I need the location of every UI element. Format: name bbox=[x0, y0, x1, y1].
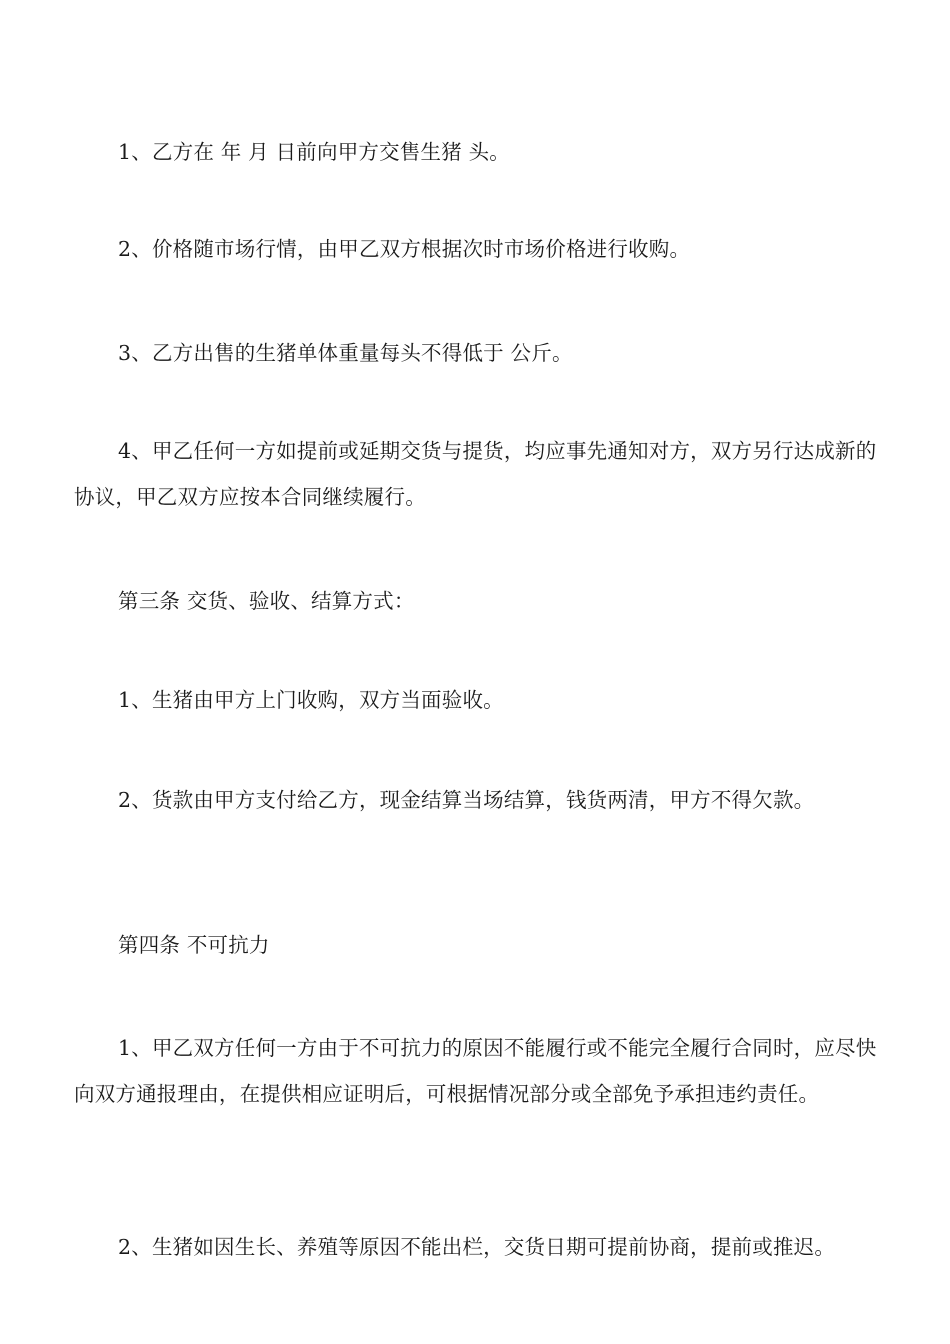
article-four-heading: 第四条 不可抗力 bbox=[118, 933, 270, 957]
clause-payment: 2、货款由甲方支付给乙方，现金结算当场结算，钱货两清，甲方不得欠款。 bbox=[118, 788, 815, 812]
clause-delivery-adjustment: 2、生猪如因生长、养殖等原因不能出栏，交货日期可提前协商，提前或推迟。 bbox=[118, 1235, 836, 1259]
clause-price: 2、价格随市场行情，由甲乙双方根据次时市场价格进行收购。 bbox=[118, 237, 691, 261]
clause-inspection: 1、生猪由甲方上门收购，双方当面验收。 bbox=[118, 688, 504, 712]
clause-weight: 3、乙方出售的生猪单体重量每头不得低于 公斤。 bbox=[118, 341, 573, 365]
clause-early-late-delivery: 4、甲乙任何一方如提前或延期交货与提货，均应事先通知对方，双方另行达成新的协议，甲乙双方应按本合同继续履行。 bbox=[74, 439, 877, 509]
clause-delivery-date: 1、乙方在 年 月 日前向甲方交售生猪 头。 bbox=[118, 140, 511, 164]
clause-force-majeure: 1、甲乙双方任何一方由于不可抗力的原因不能履行或不能完全履行合同时，应尽快向双方通报理由，在提供相应证明后，可根据情况部分或全部免予承担违约责任。 bbox=[74, 1036, 877, 1106]
article-three-heading: 第三条 交货、验收、结算方式： bbox=[118, 589, 415, 613]
